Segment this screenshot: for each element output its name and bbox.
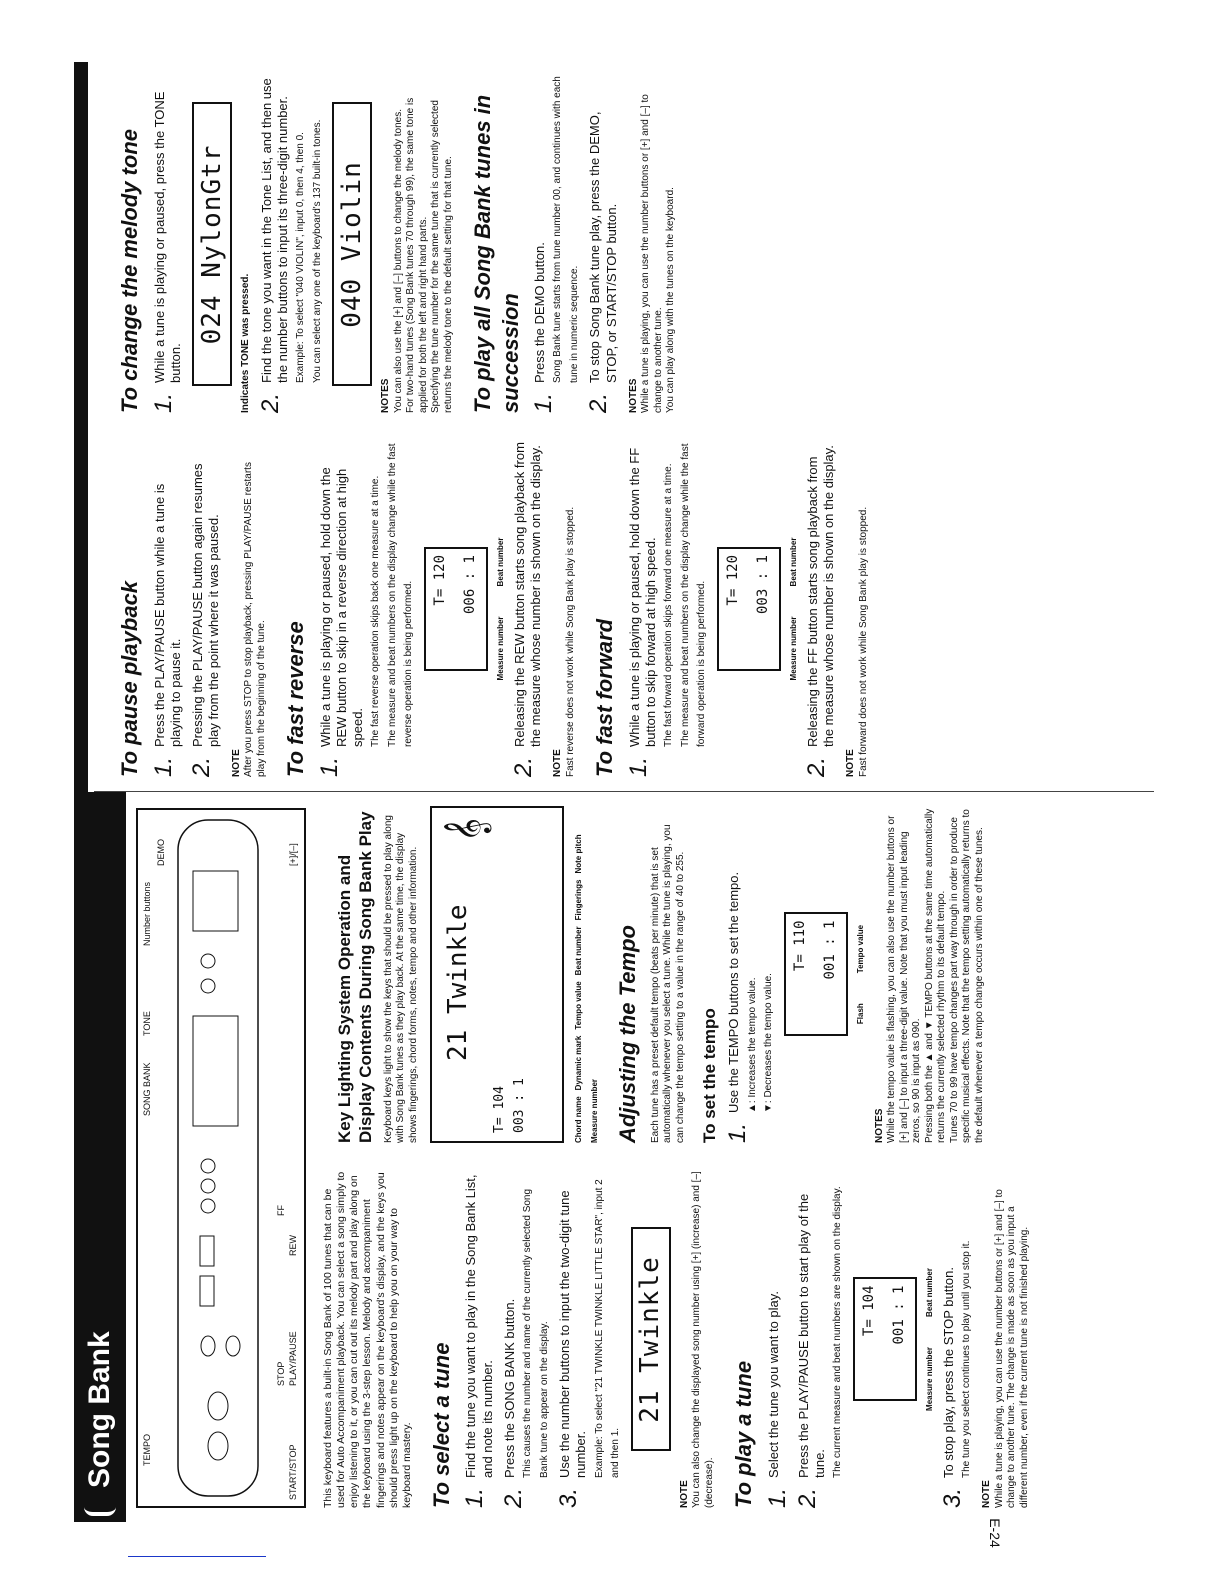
succession-note-2: You can play along with the tunes on the keyboard. <box>665 187 677 413</box>
label-ff: FF <box>276 1205 286 1216</box>
rev-note: Fast reverse does not work while Song Bank play is stopped. <box>564 506 576 777</box>
ff-display: T= 120 003 : 1 <box>717 547 781 671</box>
label-demo: DEMO <box>156 839 166 866</box>
pause-note-head: NOTE <box>230 749 242 777</box>
tone-lcd-1: 024 NylonGtr <box>192 103 232 387</box>
tempo-note-1: While the tempo value is flashing, you can also use the number buttons or [+] and [–] to input a three-digit value. Note that you must input leading zeros, so 90 is input as 090. <box>886 815 922 1143</box>
succession-step-1: 1. Press the DEMO button. Song Bank tune starts from tune number 00, and continues with each tune in numeric sequence. <box>530 76 580 413</box>
pause-step-1: 1. Press the PLAY/PAUSE button while a tune is playing to pause it. <box>149 483 183 777</box>
succession-heading: To play all Song Bank tunes in succession <box>470 94 523 413</box>
tempo-display-labels: Flash Tempo value <box>855 924 865 1025</box>
keylight-lcd: 21 Twinkle <box>443 904 473 1061</box>
select-step-1: 1. Find the tune you want to play in the Song Bank List, and note its number. <box>461 1174 495 1508</box>
ff-step-1: 1. While a tune is playing or paused, hold down the FF button to skip forward at high speed. The fast forward operation skips forward one measure at a time. The measure and beat numbers on the display change while the fast forward operation is being performed. <box>624 443 708 777</box>
play-step-3: 3. To stop play, press the STOP button. The tune you select continues to play until you stop it. <box>938 1240 972 1508</box>
keyboard-diagram <box>136 808 306 1508</box>
keylight-heading: Key Lighting System Operation and Display Contents During Song Bank Play <box>335 811 376 1143</box>
keyboard-illustration-icon <box>138 810 304 1506</box>
column-3 <box>94 427 1154 792</box>
play-display: T= 104 001 : 1 <box>853 1278 917 1402</box>
keylight-measure: 003 : 1 <box>512 1078 527 1133</box>
banner-title: Song Bank <box>83 1331 116 1488</box>
play-heading: To play a tune <box>731 1360 757 1508</box>
label-tempo: TEMPO <box>142 1433 152 1466</box>
play-step-2: 2. Press the PLAY/PAUSE button to start play of the tune. The current measure and beat numbers are shown on the display. <box>793 1186 844 1508</box>
tempo-note-2: Pressing both the ▲ and ▼ TEMPO buttons at the same time automatically returns the currently selected rhythm to its default tempo. <box>923 808 947 1143</box>
succession-note-1: While a tune is playing, you can use the number buttons or [+] and [–] to change to another tune. <box>640 94 664 413</box>
select-lcd: 21 Twinkle <box>631 1228 671 1452</box>
ff-heading: To fast forward <box>592 618 618 777</box>
banner-tab-icon <box>84 1498 116 1516</box>
column-2 <box>314 792 1154 1157</box>
tempo-text: Each tune has a preset default tempo (beats per minute) that is set automatically whenever you select a tune. While the tune is playing, you can change the tempo setting to a value in the range of 40 to 255. <box>649 824 686 1143</box>
treble-clef-icon: 𝄞 <box>445 818 489 842</box>
label-play-pause: PLAY/PAUSE <box>288 1331 298 1386</box>
keylight-display <box>430 806 564 1143</box>
tempo-note-3: Tunes 70 to 99 have tempo changes part way through in order to produce specific musical effects. Note that the tempo setting automatically returns to the default whenever a tempo change occurs within one of these tunes. <box>948 809 985 1143</box>
rev-display: T= 120 006 : 1 <box>424 547 488 671</box>
rev-heading: To fast reverse <box>283 621 308 777</box>
select-heading: To select a tune <box>428 1342 454 1508</box>
rev-display-labels: Measure number Beat number <box>495 537 505 681</box>
section-banner <box>74 792 126 1522</box>
tone-notes-head: NOTES <box>380 378 391 413</box>
select-note-head: NOTE <box>678 1480 690 1508</box>
tone-step-2: 2. Find the tone you want in the Tone List, and then use the number buttons to input its three-digit number. Example: To select "040 VIOLIN", input 0, then 4, then 0. You can select any one of the keyboard's 137 built-in tones. <box>256 78 323 413</box>
select-step-2: 2. Press the SONG BANK button. This causes the number and name of the currently selected Song Bank tune to appear on the display. <box>499 1188 550 1508</box>
play-note: While a tune is playing, you can use the number buttons or [+] and [–] to change to another tune. The change is made as soon as you input a different number, even if the current tune is not finished playing. <box>993 1189 1030 1508</box>
keylight-text: Keyboard keys light to show the keys that should be pressed to play along with Song Bank tunes as they play back. At the same time, the display shows fingerings, chord forms, notes, tempo and other information. <box>382 815 419 1143</box>
play-display-labels: Measure number Beat number <box>924 1268 934 1411</box>
tone-note-1: You can also use the [+] and [–] buttons to change the melody tones. <box>392 108 404 413</box>
keylight-labels: Chord name Dynamic mark Tempo value Beat number Fingerings Note pitch Measure number <box>574 834 599 1143</box>
rev-step-2: 2. Releasing the REW button starts song playback from the measure whose number is shown on the display. <box>509 442 543 777</box>
select-step-3: 3. Use the number buttons to input the two-digit tune number. Example: To select "21 TWINKLE TWINKLE LITTLE STAR", input 2 and then 1. <box>555 1179 622 1508</box>
ff-note: Fast forward does not work while Song Bank play is stopped. <box>857 506 869 777</box>
tempo-step-1: 1. Use the TEMPO buttons to set the tempo. ▲: Increases the tempo value. ▼: Decreases the tempo value. <box>724 871 774 1143</box>
label-song-bank: SONG BANK <box>142 1062 152 1116</box>
column-4 <box>94 62 1154 427</box>
page-number: E-24 <box>986 1518 1003 1548</box>
label-stop: STOP <box>276 1361 286 1386</box>
tempo-notes-head: NOTES <box>873 1108 885 1143</box>
label-rew: REW <box>288 1235 298 1256</box>
tone-note-2: For two-hand tunes (Song Bank tunes 70 through 99), the same tone is applied for both the left and right hand parts. <box>405 97 429 413</box>
label-number-buttons: Number buttons <box>142 881 152 946</box>
right-page-bar <box>74 62 88 792</box>
tone-heading: To change the melody tone <box>117 129 142 413</box>
succession-notes-head: NOTES <box>627 378 639 413</box>
column-1 <box>314 1157 1154 1522</box>
succession-step-2: 2. To stop Song Bank tune play, press the DEMO, STOP, or START/STOP button. <box>585 111 619 413</box>
pause-step-2: 2. Pressing the PLAY/PAUSE button again resumes play from the point where it was paused. <box>188 463 222 777</box>
tone-note-3: Specifying the tune number for the same tune that is currently selected returns the melody tone to the default setting for that tune. <box>430 100 454 413</box>
tone-lcd-caption: Indicates TONE was pressed. <box>240 273 251 413</box>
ff-note-head: NOTE <box>845 749 857 777</box>
rotated-content <box>74 62 1154 1522</box>
tone-lcd-2: 040 Violin <box>332 103 372 387</box>
intro-text: This keyboard features a built-in Song Bank of 100 tunes that can be used for Auto Accompaniment playback. You can select a song simply to enjoy listening to it, or you can cut out its melody part and play along on the keyboard using the 3-step lesson. Melody and accompaniment fingerings and notes appear on the keyboard's display, and the keys you should press light up on the keyboard to help you on your way to keyboard mastery. <box>322 1171 413 1508</box>
select-note: You can also change the displayed song number using [+] (increase) and [–] (decrease). <box>691 1171 715 1508</box>
play-note-head: NOTE <box>981 1480 993 1508</box>
ff-step-2: 2. Releasing the FF button starts song playback from the measure whose number is shown on the display. <box>802 445 836 777</box>
tempo-display: T= 110 001 : 1 <box>784 913 848 1037</box>
label-tone: TONE <box>142 1011 152 1036</box>
tempo-sub: To set the tempo <box>700 1008 719 1143</box>
label-plus-minus: [+]/[–] <box>288 843 298 866</box>
tone-step-1: 1. While a tune is playing or paused, press the TONE button. <box>149 91 183 413</box>
play-step-1: 1. Select the tune you want to play. <box>763 1291 791 1508</box>
ff-display-labels: Measure number Beat number <box>788 537 798 681</box>
pause-note: After you press STOP to stop playback, pressing PLAY/PAUSE restarts play from the beginning of the tune. <box>243 462 267 777</box>
rev-step-1: 1. While a tune is playing or paused, hold down the REW button to skip in a reverse direction at high speed. The fast reverse operation skips back one measure at a time. The measure and beat numbers on the display change while the fast reverse operation is being performed. <box>315 443 415 777</box>
pause-heading: To pause playback <box>117 580 142 777</box>
label-start-stop: START/STOP <box>288 1444 298 1500</box>
keylight-tempo: T= 104 <box>492 1086 507 1133</box>
tempo-heading: Adjusting the Tempo <box>615 925 640 1143</box>
rev-note-head: NOTE <box>552 749 564 777</box>
page-underline <box>128 1556 266 1557</box>
